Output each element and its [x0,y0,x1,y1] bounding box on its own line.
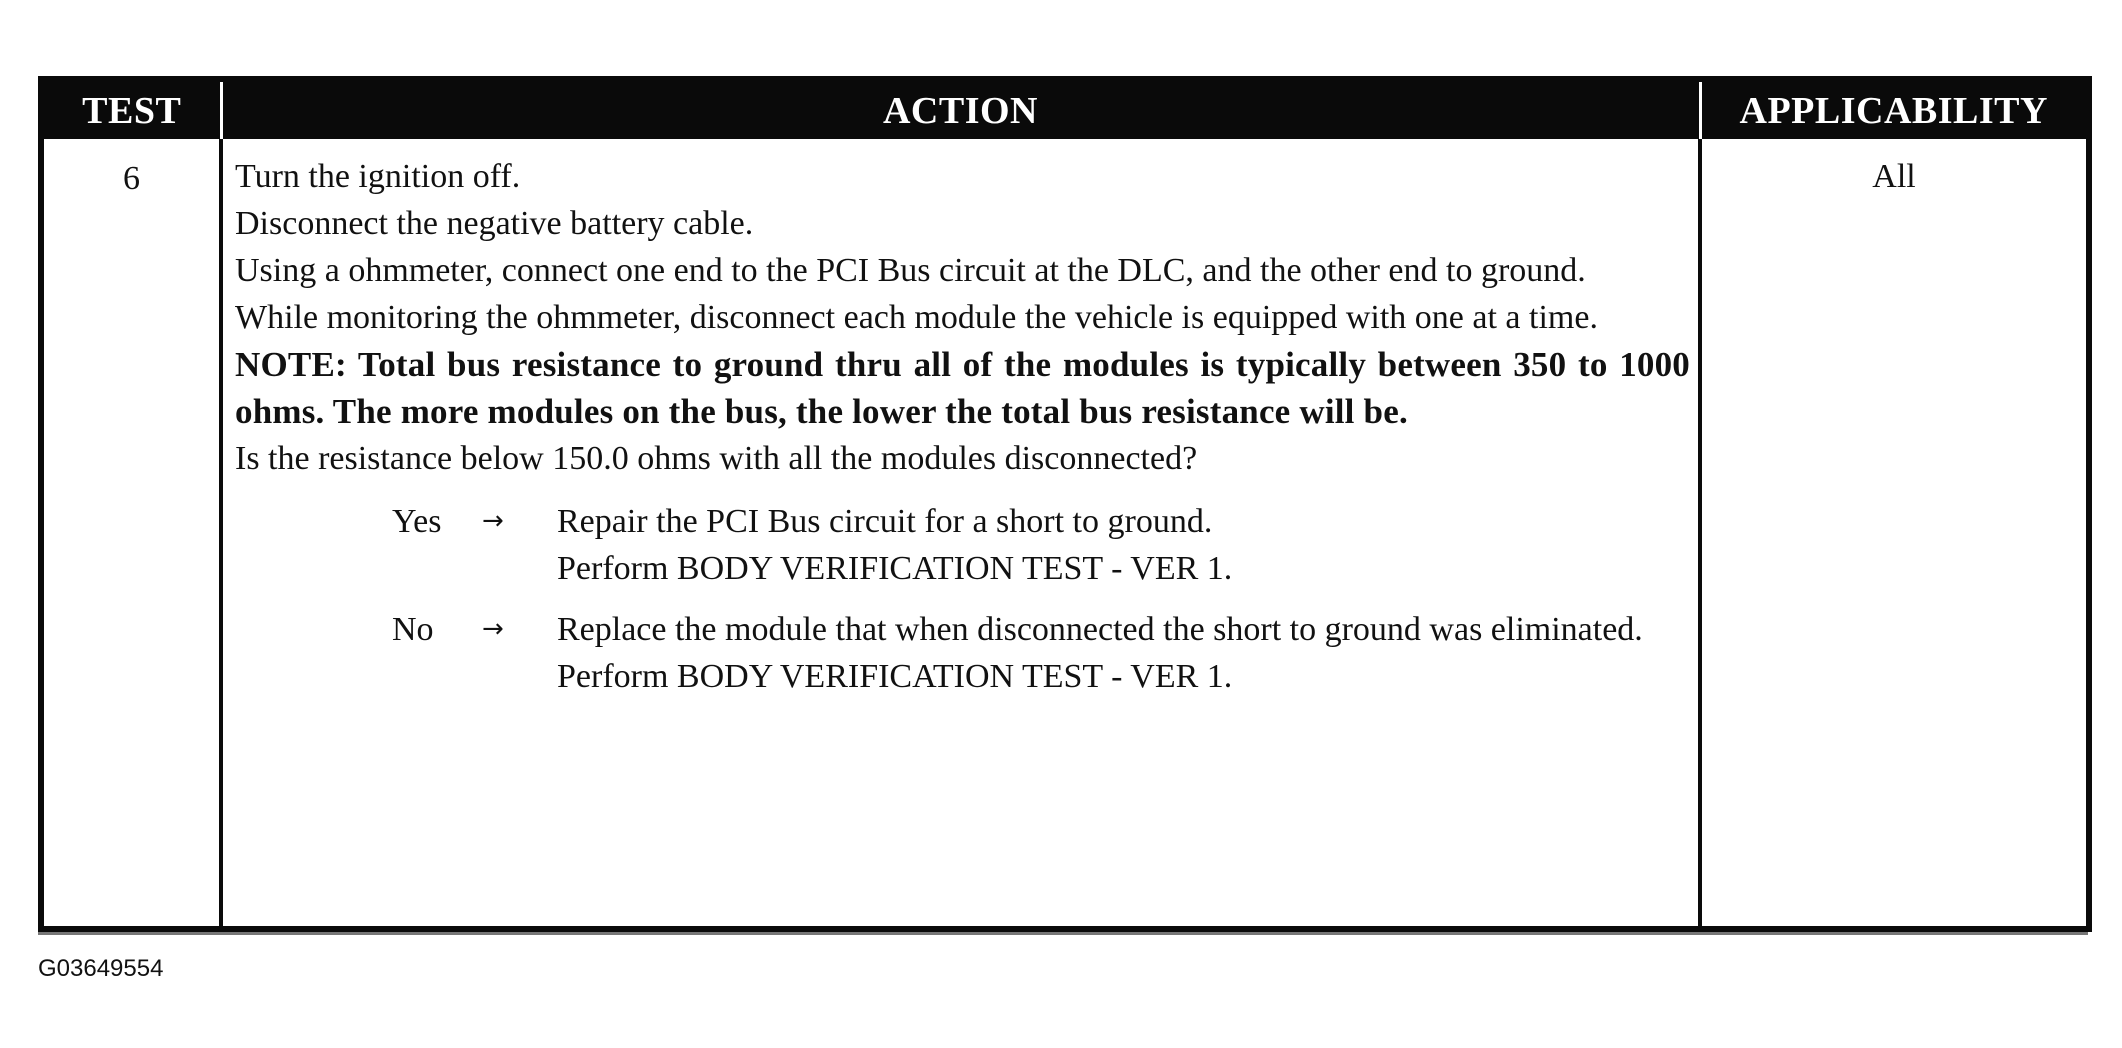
outcome-yes-text [557,498,1690,592]
test-number: 6 [123,160,140,197]
outcome-no-text [557,606,1690,700]
table-bottom-shadow [38,932,2088,935]
action-step-disconnect-modules: While monitoring the ohmmeter, disconnect each module the vehicle is equipped with one at a time. [235,299,1598,336]
diagnostic-test-table [38,76,2092,932]
outcomes [235,498,1690,700]
action-cell [221,139,1700,929]
figure-id: G03649554 [38,955,164,982]
header-action: ACTION [221,79,1700,139]
action-step-ignition-off: Turn the ignition off. [235,158,521,195]
outcome-yes-line: Repair the PCI Bus circuit for a short to ground. [557,503,1213,540]
outcome-no-line: Replace the module that when disconnected the short to ground was eliminated. [557,611,1643,648]
header-test: TEST [41,79,221,139]
header-applicability: APPLICABILITY [1700,79,2089,139]
outcome-no [235,606,1690,700]
right-arrow-icon: → [482,506,504,536]
resistance-note: NOTE: Total bus resistance to ground thru all of the modules is typically between 350 to 1000 ohms. The more modules on the bus, the lower the total bus resistance will be. [235,345,1690,431]
resistance-question: Is the resistance below 150.0 ohms with all the modules disconnected? [235,440,1198,477]
outcome-no-label: No [392,611,434,648]
action-step-disconnect-battery: Disconnect the negative battery cable. [235,205,754,242]
table-header-row [41,79,2089,139]
outcome-yes-line: Perform BODY VERIFICATION TEST - VER 1. [557,550,1233,587]
table-row [41,139,2089,929]
outcome-yes [235,498,1690,592]
applicability-value: All [1700,139,2089,929]
outcome-no-line: Perform BODY VERIFICATION TEST - VER 1. [557,658,1233,695]
right-arrow-icon: → [482,614,504,644]
action-step-connect-ohmmeter: Using a ohmmeter, connect one end to the PCI Bus circuit at the DLC, and the other end to ground. [235,252,1586,289]
outcome-yes-label: Yes [392,503,442,540]
